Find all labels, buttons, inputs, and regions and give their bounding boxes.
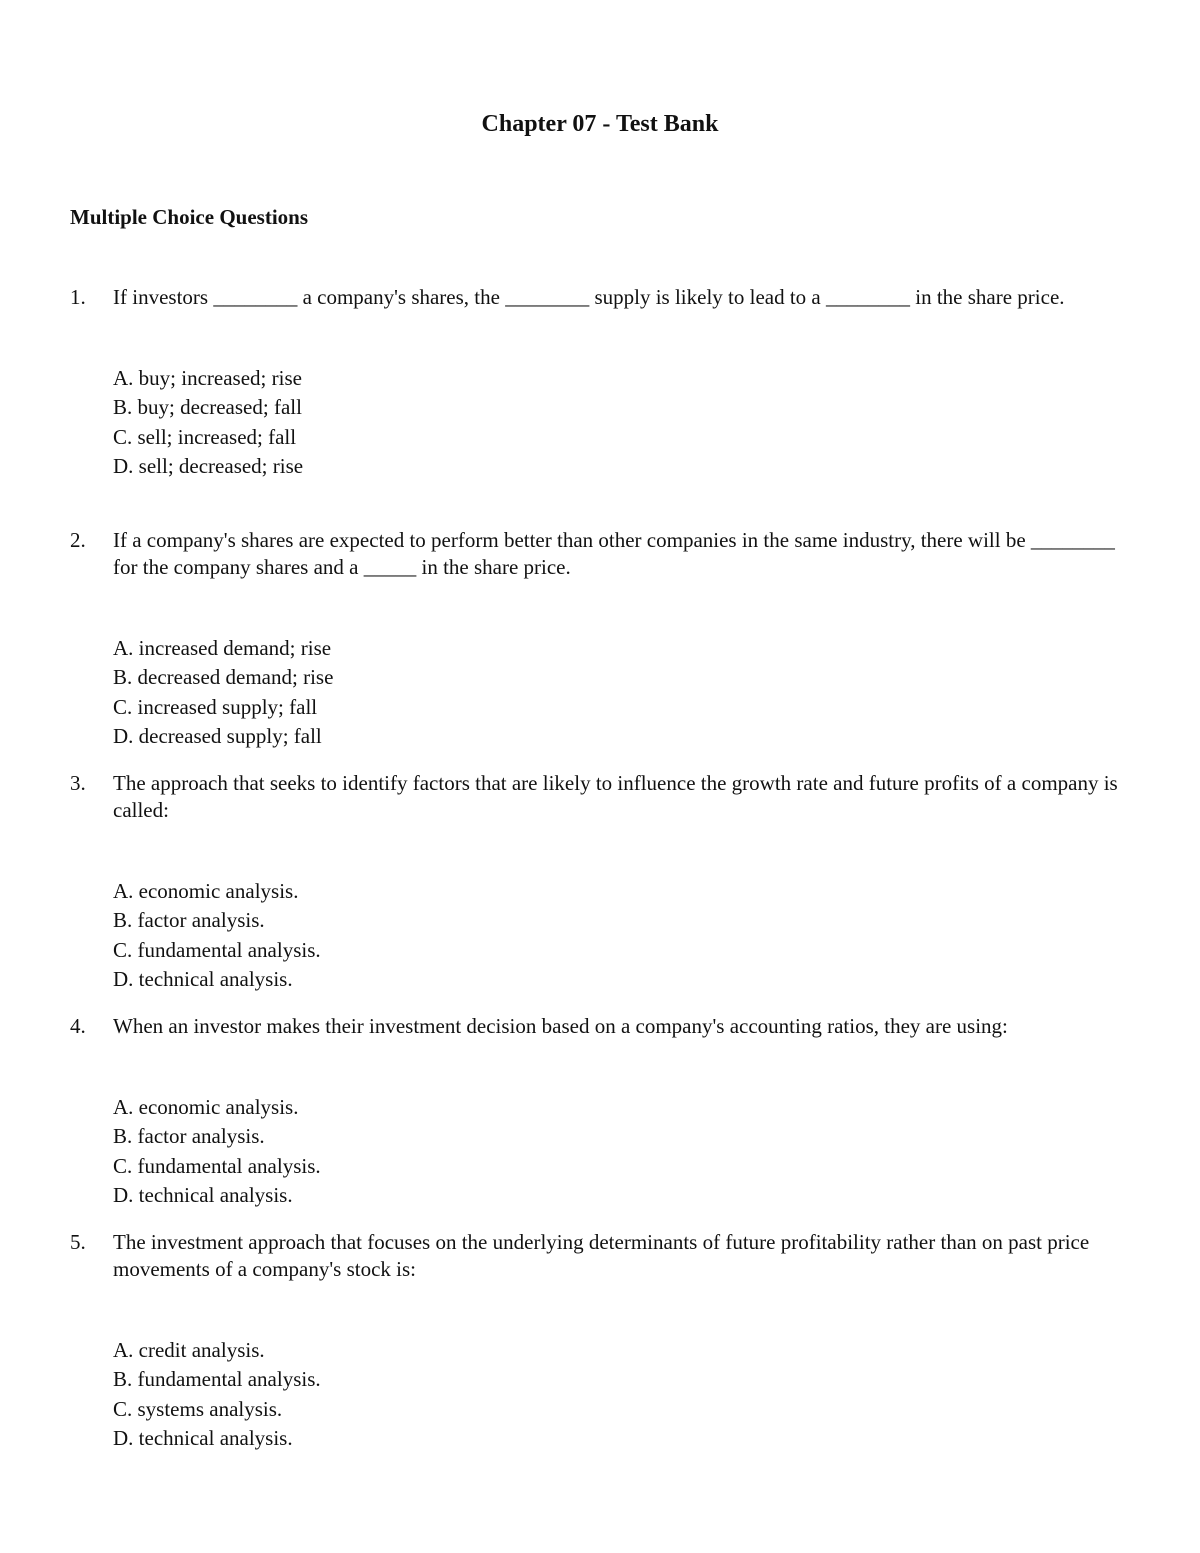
question-number: 3.	[70, 771, 86, 795]
answer-option: C. fundamental analysis.	[113, 1153, 321, 1178]
answer-option: D. technical analysis.	[113, 966, 293, 991]
question-4	[70, 1013, 1130, 1210]
question-1	[70, 284, 1130, 481]
answer-option: A. economic analysis.	[113, 879, 299, 903]
answer-option: B. buy; decreased; fall	[113, 395, 302, 420]
section-heading: Multiple Choice Questions	[70, 205, 309, 229]
question-5	[70, 1229, 1130, 1453]
page-title: Chapter 07 - Test Bank	[481, 111, 719, 137]
question-3	[70, 770, 1130, 994]
answer-option: A. buy; increased; rise	[113, 366, 302, 390]
question-text: If investors ________ a company's shares, the ________ supply is likely to lead to a ________ in the share price.	[113, 285, 1065, 309]
answer-option: B. fundamental analysis.	[113, 1367, 321, 1392]
question-number: 5.	[70, 1230, 86, 1254]
question-text: If a company's shares are expected to perform better than other companies in the same industry, there will be ________ for the company shares and a _____ in the share price.	[113, 528, 1115, 579]
answer-option: A. increased demand; rise	[113, 636, 332, 660]
question-text: When an investor makes their investment decision based on a company's accounting ratios, they are using:	[113, 1014, 1008, 1038]
answer-options	[113, 877, 1130, 994]
question-text: The investment approach that focuses on the underlying determinants of future profitability rather than on past price movements of a company's stock is:	[113, 1230, 1090, 1281]
answer-options	[113, 634, 1130, 751]
answer-option: A. economic analysis.	[113, 1095, 299, 1119]
answer-option: D. technical analysis.	[113, 1182, 293, 1207]
answer-option: B. decreased demand; rise	[113, 665, 334, 690]
question-number: 4.	[70, 1014, 86, 1038]
question-number: 1.	[70, 285, 86, 309]
answer-option: B. factor analysis.	[113, 908, 265, 933]
question-2	[70, 527, 1130, 751]
answer-options	[113, 1093, 1130, 1210]
answer-option: D. technical analysis.	[113, 1425, 293, 1450]
question-number: 2.	[70, 528, 86, 552]
answer-option: D. decreased supply; fall	[113, 723, 322, 748]
answer-option: D. sell; decreased; rise	[113, 453, 304, 478]
answer-option: C. systems analysis.	[113, 1396, 283, 1421]
answer-option: C. fundamental analysis.	[113, 937, 321, 962]
answer-option: A. credit analysis.	[113, 1338, 265, 1362]
answer-option: B. factor analysis.	[113, 1124, 265, 1149]
question-text: The approach that seeks to identify factors that are likely to influence the growth rate and future profits of a company is called:	[113, 771, 1118, 822]
answer-option: C. increased supply; fall	[113, 694, 318, 719]
answer-options	[113, 364, 1130, 481]
answer-options	[113, 1336, 1130, 1453]
answer-option: C. sell; increased; fall	[113, 424, 297, 449]
